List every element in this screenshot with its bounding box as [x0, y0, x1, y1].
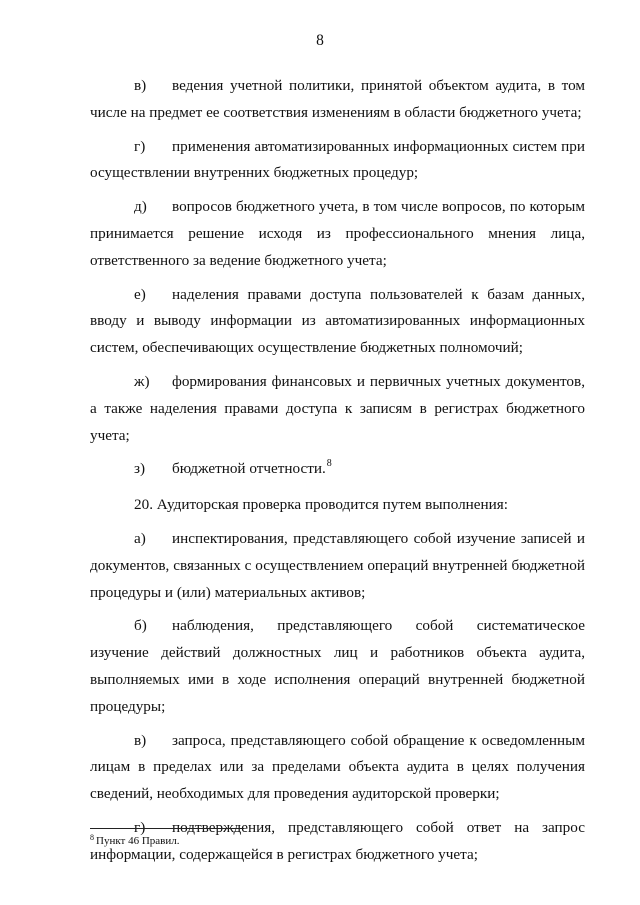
- list-item-text: наблюдения, представляющего собой систематическое изучение действий должностных лиц и работников объекта аудита, выполняемых ими в ходе исполнения операций внутренней бюджетной процедуры;: [90, 617, 585, 715]
- list-marker: а): [134, 529, 146, 547]
- list-marker: г): [134, 818, 146, 836]
- list-marker: д): [134, 198, 147, 216]
- list-marker: з): [134, 460, 146, 478]
- list-item-v: [90, 73, 585, 127]
- list-item-a: [90, 526, 585, 606]
- list-marker: в): [134, 731, 147, 749]
- footnote-reference[interactable]: 8: [326, 458, 332, 470]
- list-item-text: ведения учетной политики, принятой объектом аудита, в том числе на предмет ее соответствия изменениям в области бюджетного учета;: [90, 77, 585, 121]
- list-marker: ж): [134, 372, 150, 390]
- list-item-z: [90, 456, 585, 485]
- list-item-text: наделения правами доступа пользователей к базам данных, вводу и выводу информации из автоматизированных информационных систем, обеспечивающих осуществление бюджетных полномочий;: [90, 285, 585, 357]
- footnote: [90, 834, 179, 849]
- document-body: [90, 73, 585, 876]
- footnote-number: 8: [90, 833, 94, 842]
- list-marker: е): [134, 285, 146, 303]
- list-marker: б): [134, 617, 147, 635]
- list-item-b: [90, 613, 585, 720]
- list-item-v2: [90, 728, 585, 808]
- list-item-text: формирования финансовых и первичных учетных документов, а также наделения правами доступа к записям в регистрах бюджетного учета;: [90, 372, 585, 444]
- list-marker: в): [134, 77, 147, 94]
- list-item-text: подтверждения, представляющего собой ответ на запрос информации, содержащейся в регистрах бюджетного учета;: [90, 818, 585, 863]
- list-item-text: запроса, представляющего собой обращение к осведомленным лицам в пределах или за пределами объекта аудита в целях получения сведений, необходимых для проведения аудиторской проверки;: [90, 731, 585, 803]
- footnote-text: Пункт 46 Правил.: [96, 835, 180, 847]
- footnote-divider: [90, 828, 244, 829]
- list-marker: г): [134, 137, 146, 155]
- list-item-g: [90, 134, 585, 188]
- list-item-d: [90, 194, 585, 274]
- list-item-text: инспектирования, представляющего собой изучение записей и документов, связанных с осуществлением операций внутренней бюджетной процедуры и (или) материальных активов;: [90, 529, 585, 601]
- page-number: 8: [316, 32, 324, 49]
- list-item-text: бюджетной отчетности.: [172, 460, 326, 478]
- list-item-zh: [90, 369, 585, 449]
- list-item-e: [90, 282, 585, 362]
- list-item-text: вопросов бюджетного учета, в том числе вопросов, по которым принимается решение исходя из профессионального мнения лица, ответственного за ведение бюджетного учета;: [90, 198, 585, 269]
- section-20-heading: 20. Аудиторская проверка проводится путем выполнения:: [134, 496, 508, 514]
- list-item-text: применения автоматизированных информационных систем при осуществлении внутренних бюджетных процедур;: [90, 137, 585, 182]
